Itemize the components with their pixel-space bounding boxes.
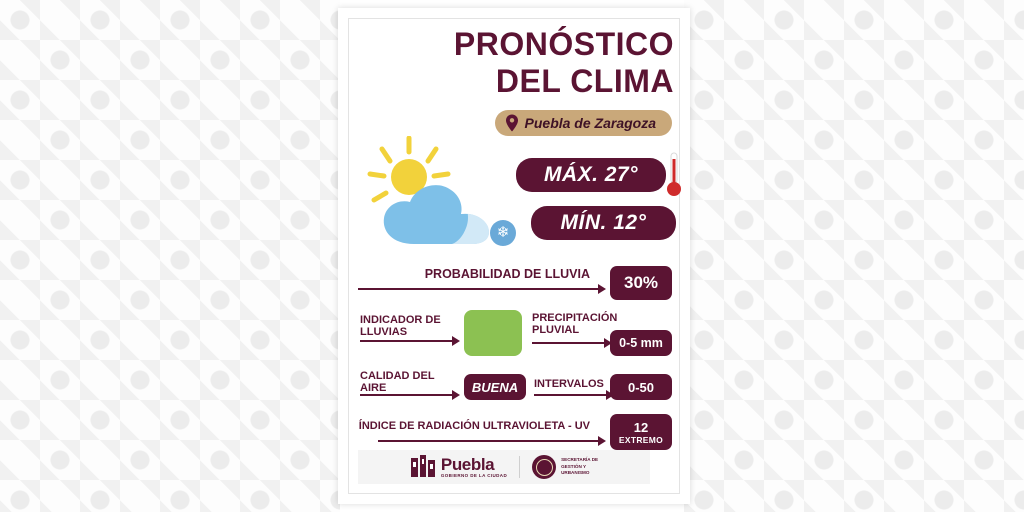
department-name [561,457,598,478]
department-line-1: SECRETARÍA DE [561,456,599,462]
footer-brand-sub: GOBIERNO DE LA CIUDAD [440,473,508,478]
rain-probability-arrow [358,288,598,290]
location-pin-icon [505,114,519,132]
footer-logos [358,450,650,484]
thermometer-icon [666,151,682,199]
department-logo [532,455,598,479]
row-uv-index [352,414,676,454]
department-seal-icon [532,455,556,479]
row-air-quality [352,368,676,408]
footer-brand: Puebla [440,455,495,474]
department-line-3: URBANISMO [561,470,590,476]
background-pattern-right [684,0,1024,512]
title-line-1: PRONÓSTICO [453,26,674,62]
location-badge [495,110,672,136]
rain-probability-value: 30% [610,266,672,300]
uv-index-value: 12 [633,419,649,435]
air-quality-arrow [360,394,452,396]
weather-forecast-poster [338,8,690,504]
uv-index-value-sub: EXTREMO [618,434,664,445]
intervals-value: 0-50 [610,374,672,400]
seal-inner-ring [536,459,553,476]
uv-index-value-box [610,414,672,450]
intervals-arrow [534,394,606,396]
min-temperature-badge: MÍN. 12° [531,206,676,240]
puebla-emblem-icon [410,455,436,479]
precipitation-value: 0-5 mm [610,330,672,356]
department-line-2: GESTIÓN Y [561,463,587,469]
rain-indicator-arrow [360,340,452,342]
page-title [338,28,674,99]
forecast-rows [352,266,676,460]
government-logo [410,455,507,479]
snowflake-icon: ❄ [490,220,516,246]
rain-probability-label: PROBABILIDAD DE LLUVIA [424,267,590,281]
row-rain-indicator [352,310,676,362]
row-rain-probability [352,266,676,304]
max-temperature-badge: MÁX. 27° [516,158,666,192]
background-pattern-left [0,0,340,512]
precipitation-label: PRECIPITACIÓN PLUVIAL [532,312,618,336]
precipitation-arrow [532,342,604,344]
location-label: Puebla de Zaragoza [524,115,656,131]
intervals-label: INTERVALOS [534,378,604,390]
title-line-2: DEL CLIMA [495,63,674,99]
rain-indicator-color-chip [464,310,522,356]
uv-index-label: ÍNDICE DE RADIACIÓN ULTRAVIOLETA - UV [358,420,590,432]
air-quality-label: CALIDAD DEL AIRE [360,370,435,394]
footer-divider [519,456,520,478]
uv-index-arrow [378,440,598,442]
rain-indicator-label: INDICADOR DE LLUVIAS [360,314,441,338]
air-quality-chip: BUENA [464,374,526,400]
